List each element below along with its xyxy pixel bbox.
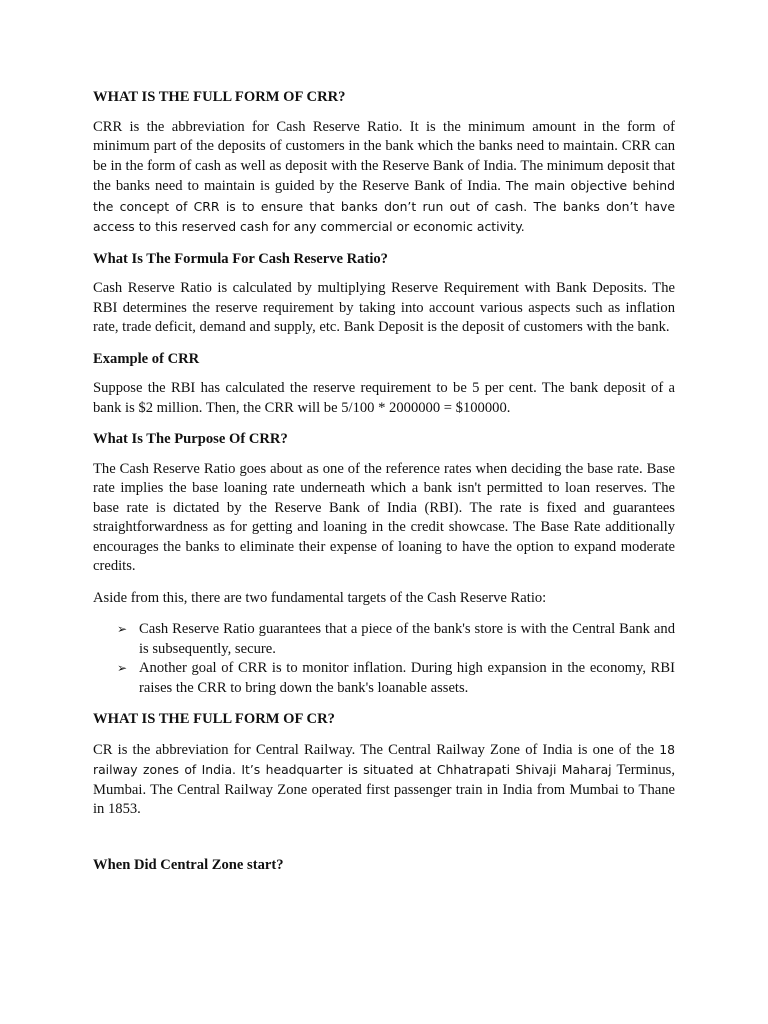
heading-crr-example: Example of CRR bbox=[93, 350, 200, 367]
targets-list bbox=[93, 620, 675, 698]
paragraph-crr-targets-intro: Aside from this, there are two fundamental targets of the Cash Reserve Ratio: bbox=[93, 589, 547, 606]
arrow-bullet-icon: ➢ bbox=[117, 622, 128, 636]
list-item bbox=[93, 659, 675, 698]
heading-crr-formula: What Is The Formula For Cash Reserve Ratio? bbox=[93, 250, 388, 267]
paragraph-crr-definition bbox=[93, 118, 675, 238]
heading-crr-full-form: WHAT IS THE FULL FORM OF CRR? bbox=[93, 89, 346, 105]
heading-central-zone-start: When Did Central Zone start? bbox=[93, 856, 284, 873]
paragraph-crr-formula: Cash Reserve Ratio is calculated by multiplying Reserve Requirement with Bank Deposits. The RBI determines the reserve requirement by taking into account various aspects such as inflation rate, trade deficit, demand and supply, etc. Bank Deposit is the deposit of customers with the bank. bbox=[93, 280, 675, 335]
paragraph-cr-line-b: 18 railway zones of India. It’s headquarter is situated at Chhatrapati Shivaji Maharaj bbox=[93, 741, 675, 777]
paragraph-cr-line-c: Terminus, Mumbai. The Central Railway Zone operated first passenger train in India from Mumbai to Thane in 1853. bbox=[93, 762, 675, 817]
paragraph-crr-objective: The main objective behind the concept of CRR is to ensure that banks don’t run out of cash. The banks don’t have access to this reserved cash for any commercial or economic activity. bbox=[93, 178, 675, 234]
list-item bbox=[93, 620, 675, 659]
paragraph-cr-line-a: CR is the abbreviation for Central Railway. The Central Railway Zone of India is one of the bbox=[93, 741, 655, 758]
paragraph-crr-definition-main: CRR is the abbreviation for Cash Reserve Ratio. It is the minimum amount in the form of minimum part of the deposits of customers in the bank which the banks need to maintain. CRR can be in the form of cash as well as deposit with the Reserve Bank of India. The minimum deposit that the banks need to maintain is guided by the Reserve Bank of India. bbox=[93, 118, 675, 194]
list-item-text: Another goal of CRR is to monitor inflation. During high expansion in the economy, RBI raises the CRR to bring down the bank's loanable assets. bbox=[139, 660, 675, 696]
heading-crr-purpose: What Is The Purpose Of CRR? bbox=[93, 431, 288, 447]
list-item-text: Cash Reserve Ratio guarantees that a piece of the bank's store is with the Central Bank and is subsequently, secure. bbox=[139, 621, 675, 657]
paragraph-cr-definition bbox=[93, 740, 675, 820]
paragraph-crr-purpose: The Cash Reserve Ratio goes about as one of the reference rates when deciding the base rate. Base rate implies the base loaning rate underneath which a bank isn't permitted to loan reserves. The base rate is dictated by the Reserve Bank of India (RBI). The rate is fixed and guarantees straightforwardness as for getting and loaning in the credit showcase. The Base Rate additionally encourages the banks to eliminate their expense of loaning to have the option to expand moderate credits. bbox=[93, 460, 675, 574]
spacer bbox=[93, 832, 675, 856]
paragraph-crr-example: Suppose the RBI has calculated the reserve requirement to be 5 per cent. The bank deposit of a bank is $2 million. Then, the CRR will be 5/100 * 2000000 = $100000. bbox=[93, 380, 675, 416]
heading-cr-full-form: WHAT IS THE FULL FORM OF CR? bbox=[93, 711, 335, 727]
arrow-bullet-icon: ➢ bbox=[117, 661, 128, 675]
